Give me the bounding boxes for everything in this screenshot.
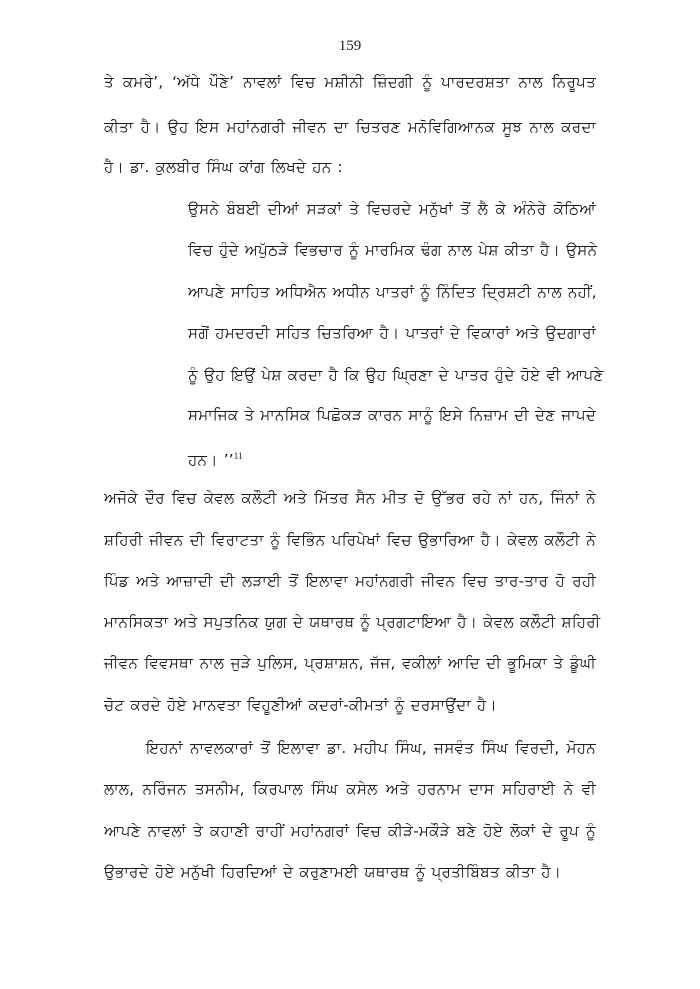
footnote-reference: 11 xyxy=(233,451,243,461)
text-line: ਜੀਵਨ ਵਿਵਸਥਾ ਨਾਲ ਜੁੜੇ ਪੁਲਿਸ, ਪ੍ਰਸ਼ਾਸ਼ਨ, ਜੱਜ, ਵਕੀਲਾਂ ਆਦਿ ਦੀ ਭੂਮਿਕਾ ਤੇ ਡੂੰਘੀ xyxy=(104,654,596,672)
text-line: ਤੇ ਕਮਰੇ’, ‘ਅੱਧੇ ਪੌਣੇ’ ਨਾਵਲਾਂ ਵਿਚ ਮਸ਼ੀਨੀ ਜ਼ਿੰਦਗੀ ਨੂੰ ਪਾਰਦਰਸ਼ਤਾ ਨਾਲ ਨਿਰੂਪਤ xyxy=(104,73,596,91)
quote-line: ਆਪਣੇ ਸਾਹਿਤ ਅਧਿਐਨ ਅਧੀਨ ਪਾਤਰਾਂ ਨੂੰ ਨਿੰਦਿਤ ਦ੍ਰਿਸ਼ਟੀ ਨਾਲ ਨਹੀਂ, xyxy=(188,283,597,301)
text-line: ਸ਼ਹਿਰੀ ਜੀਵਨ ਦੀ ਵਿਰਾਟਤਾ ਨੂੰ ਵਿਭਿੰਨ ਪਰਿਪੇਖਾਂ ਵਿਚ ਉਭਾਰਿਆ ਹੈ। ਕੇਵਲ ਕਲੌਟੀ ਨੇ xyxy=(104,531,596,549)
text-line: ਪਿੰਡ ਅਤੇ ਆਜ਼ਾਦੀ ਦੀ ਲੜਾਈ ਤੋਂ ਇਲਾਵਾ ਮਹਾਂਨਗਰੀ ਜੀਵਨ ਵਿਚ ਤਾਰ-ਤਾਰ ਹੋ ਰਹੀ xyxy=(104,572,596,590)
quote-line: ਉਸਨੇ ਬੰਬਈ ਦੀਆਂ ਸੜਕਾਂ ਤੇ ਵਿਚਰਦੇ ਮਨੁੱਖਾਂ ਤੋਂ ਲੈ ਕੇ ਅੰਨੇਰੇ ਕੋਠਿਆਂ xyxy=(188,200,596,218)
text-line: ਚੋਟ ਕਰਦੇ ਹੋਏ ਮਾਨਵਤਾ ਵਿਹੂਣੀਆਂ ਕਦਰਾਂ-ਕੀਮਤਾਂ ਨੂੰ ਦਰਸਾਉਂਦਾ ਹੈ। xyxy=(104,696,497,714)
text-line: ਲਾਲ, ਨਰਿੰਜਨ ਤਸਨੀਮ, ਕਿਰਪਾਲ ਸਿੰਘ ਕਸੇਲ ਅਤੇ ਹਰਨਾਮ ਦਾਸ ਸਹਿਰਾਈ ਨੇ ਵੀ xyxy=(104,780,596,798)
quote-line: ਸਗੋਂ ਹਮਦਰਦੀ ਸਹਿਤ ਚਿਤਰਿਆ ਹੈ। ਪਾਤਰਾਂ ਦੇ ਵਿਕਾਰਾਂ ਅਤੇ ਉਦਗਾਰਾਂ xyxy=(188,324,596,342)
text-line: ਇਹਨਾਂ ਨਾਵਲਕਾਰਾਂ ਤੋਂ ਇਲਾਵਾ ਡਾ. ਮਹੀਪ ਸਿੰਘ, ਜਸਵੰਤ ਸਿੰਘ ਵਿਰਦੀ, ਮੋਹਨ xyxy=(146,739,596,757)
quote-line: ਨੂੰ ਉਹ ਇਉਂ ਪੇਸ਼ ਕਰਦਾ ਹੈ ਕਿ ਉਹ ਘ੍ਰਿਣਾ ਦੇ ਪਾਤਰ ਹੁੰਦੇ ਹੋਏ ਵੀ ਆਪਣੇ xyxy=(188,366,604,384)
quote-line: ਵਿਚ ਹੁੰਦੇ ਅਪੁੱਠੜੇ ਵਿਭਚਾਰ ਨੂੰ ਮਾਰਮਿਕ ਢੰਗ ਨਾਲ ਪੇਸ਼ ਕੀਤਾ ਹੈ। ਉਸਨੇ xyxy=(188,241,598,259)
text-line: ਕੀਤਾ ਹੈ। ਉਹ ਇਸ ਮਹਾਂਨਗਰੀ ਜੀਵਨ ਦਾ ਚਿਤਰਣ ਮਨੋਵਿਗਿਆਨਕ ਸੂਝ ਨਾਲ ਕਰਦਾ xyxy=(104,118,596,136)
quote-closing-text: ਹਨ। ’’ xyxy=(188,451,234,469)
text-line: ਮਾਨਸਿਕਤਾ ਅਤੇ ਸਪੁਤਨਿਕ ਯੁਗ ਦੇ ਯਥਾਰਥ ਨੂੰ ਪ੍ਰਗਟਾਇਆ ਹੈ। ਕੇਵਲ ਕਲੌਟੀ ਸ਼ਹਿਰੀ xyxy=(104,613,601,631)
quote-line-last xyxy=(188,446,596,470)
text-line: ਆਪਣੇ ਨਾਵਲਾਂ ਤੇ ਕਹਾਣੀ ਰਾਹੀਂ ਮਹਾਂਨਗਰਾਂ ਵਿਚ ਕੀੜੇ-ਮਕੌੜੇ ਬਣੇ ਹੋਏ ਲੋਕਾਂ ਦੇ ਰੂਪ ਨੂੰ xyxy=(104,822,596,840)
quote-line: ਸਮਾਜਿਕ ਤੇ ਮਾਨਸਿਕ ਪਿਛੋਕੜ ਕਾਰਨ ਸਾਨੂੰ ਇਸੇ ਨਿਜ਼ਾਮ ਦੀ ਦੇਣ ਜਾਪਦੇ xyxy=(188,406,597,424)
text-line: ਉਭਾਰਦੇ ਹੋਏ ਮਨੁੱਖੀ ਹਿਰਦਿਆਂ ਦੇ ਕਰੁਣਾਮਈ ਯਥਾਰਥ ਨੂੰ ਪ੍ਰਤੀਬਿੰਬਤ ਕੀਤਾ ਹੈ। xyxy=(104,863,562,881)
text-line: ਅਜੋਕੇ ਦੌਰ ਵਿਚ ਕੇਵਲ ਕਲੌਟੀ ਅਤੇ ਮਿੱਤਰ ਸੈਨ ਮੀਤ ਦੋ ਉੱਭਰ ਰਹੇ ਨਾਂ ਹਨ, ਜਿੰਨਾਂ ਨੇ xyxy=(104,489,596,507)
text-line: ਹੈ। ਡਾ. ਕੁਲਬੀਰ ਸਿੰਘ ਕਾਂਗ ਲਿਖਦੇ ਹਨ : xyxy=(104,158,343,176)
page-number: 159 xyxy=(338,38,362,54)
